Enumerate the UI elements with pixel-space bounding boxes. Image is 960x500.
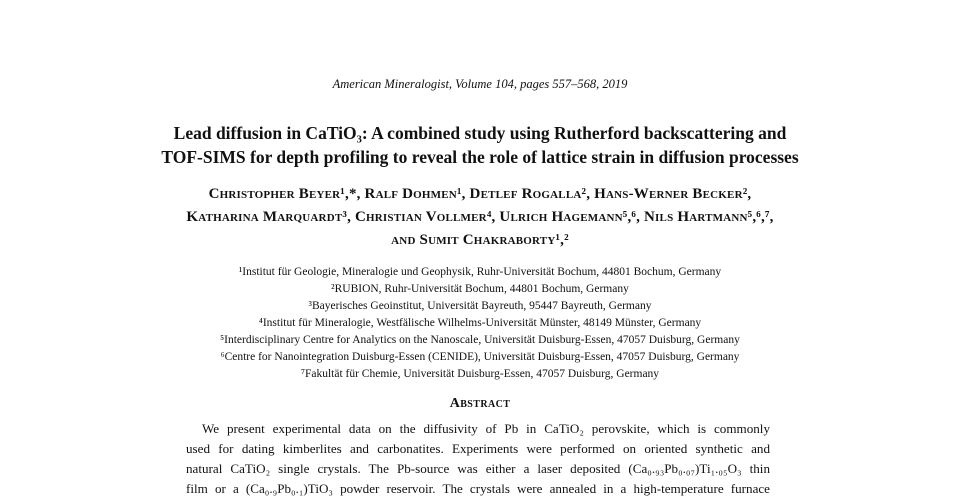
- journal-citation: American Mineralogist, Volume 104, pages 557–568, 2019: [332, 77, 628, 91]
- authors-line-3: and Sumit Chakraborty¹,²: [391, 232, 569, 248]
- affiliation-7: ⁷Fakultät für Chemie, Universität Duisburg-Essen, 47057 Duisburg, Germany: [300, 368, 660, 380]
- abstract-line: We present experimental data on the diffusivity of Pb in CaTiO₂ perovskite, which is commonly: [202, 421, 770, 436]
- author-list: [80, 183, 880, 252]
- affiliation-1: ¹Institut für Geologie, Mineralogie und Geophysik, Ruhr-Universität Bochum, 44801 Bochum, Germany: [238, 266, 722, 278]
- affiliation-2: ²RUBION, Ruhr-Universität Bochum, 44801 Bochum, Germany: [331, 283, 629, 295]
- affiliation-5: ⁵Interdisciplinary Centre for Analytics on the Nanoscale, Universität Duisburg-Essen, 47057 Duisburg, Germany: [220, 334, 740, 346]
- authors-line-1: Christopher Beyer¹,*, Ralf Dohmen¹, Detlef Rogalla², Hans-Werner Becker²,: [208, 186, 752, 202]
- affiliation-6: ⁶Centre for Nanointegration Duisburg-Essen (CENIDE), Universität Duisburg-Essen, 47057 Duisburg, Germany: [220, 351, 740, 363]
- abstract-body: [186, 419, 770, 499]
- abstract-line: used for dating kimberlites and carbonatites. Experiments were performed on oriented synthetic and: [186, 441, 770, 456]
- title-line-1: Lead diffusion in CaTiO₃: A combined study using Rutherford backscattering and: [173, 123, 787, 143]
- authors-line-2: Katharina Marquardt³, Christian Vollmer⁴, Ulrich Hagemann⁵,⁶, Nils Hartmann⁵,⁶,⁷,: [186, 209, 774, 225]
- abstract-line: film or a (Ca₀.₉Pb₀.₁)TiO₃ powder reservoir. The crystals were annealed in a high-temperature furnace: [186, 481, 770, 496]
- affiliation-list: [80, 264, 880, 383]
- paper-title: [80, 121, 880, 169]
- title-line-2: TOF-SIMS for depth profiling to reveal the role of lattice strain in diffusion processes: [161, 147, 799, 167]
- abstract-heading: Abstract: [449, 396, 511, 411]
- affiliation-3: ³Bayerisches Geoinstitut, Universität Bayreuth, 95447 Bayreuth, Germany: [308, 300, 652, 312]
- abstract-line: natural CaTiO₂ single crystals. The Pb-source was either a laser deposited (Ca₀.₉₃Pb₀.₀₇)Ti₁.₀₅O₃ thin: [186, 461, 770, 476]
- affiliation-4: ⁴Institut für Mineralogie, Westfälische Wilhelms-Universität Münster, 48149 Münster, Germany: [258, 317, 702, 329]
